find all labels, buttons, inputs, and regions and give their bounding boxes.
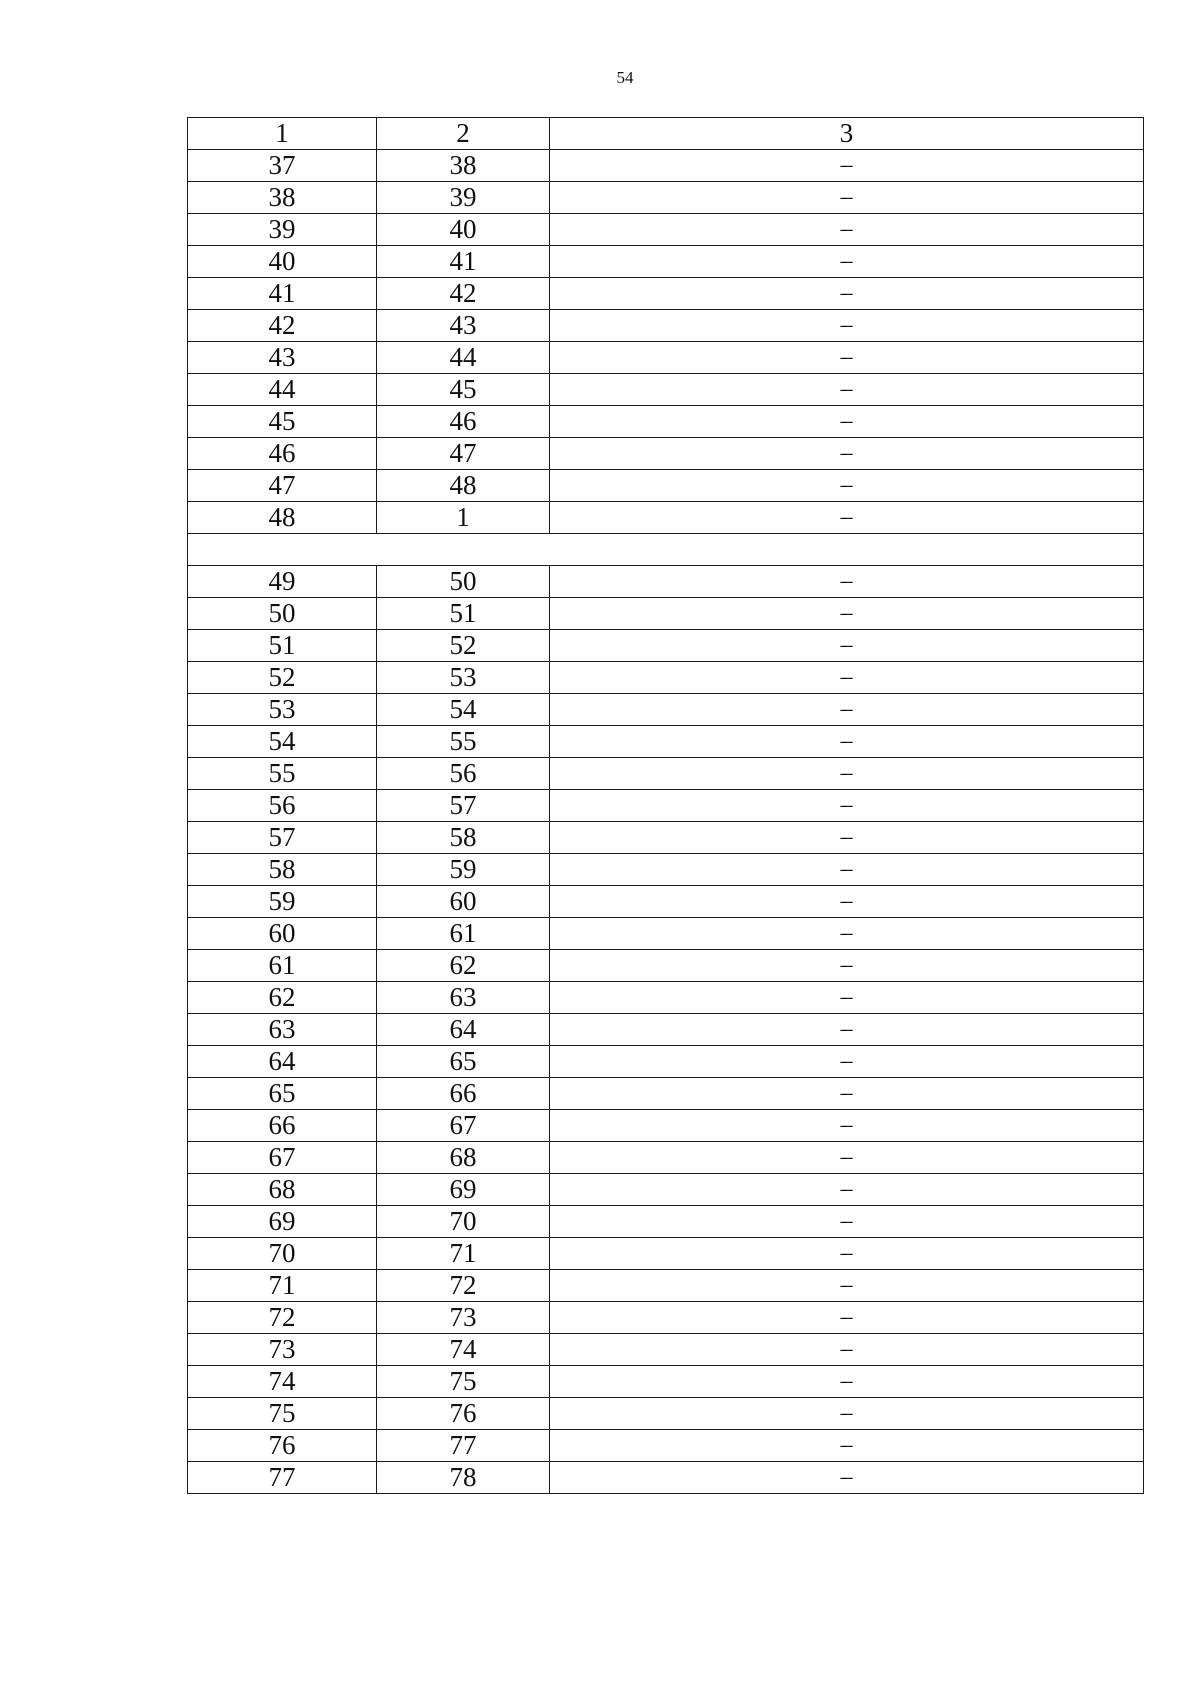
table-cell: 38 — [377, 150, 550, 182]
table-row — [188, 1206, 1144, 1238]
table-cell: 47 — [188, 470, 377, 502]
table-row — [188, 1014, 1144, 1046]
table-row — [188, 1110, 1144, 1142]
table-cell: 74 — [188, 1366, 377, 1398]
table-cell: 59 — [188, 886, 377, 918]
table-body — [188, 118, 1144, 1494]
table-row — [188, 1046, 1144, 1078]
table-cell: – — [550, 502, 1144, 534]
table-row — [188, 1238, 1144, 1270]
table-cell: 69 — [188, 1206, 377, 1238]
table-cell: 70 — [188, 1238, 377, 1270]
table-cell: – — [550, 1206, 1144, 1238]
table-row — [188, 950, 1144, 982]
table-cell: 41 — [377, 246, 550, 278]
table-cell: – — [550, 790, 1144, 822]
table-cell: 40 — [188, 246, 377, 278]
table-row — [188, 406, 1144, 438]
table-row — [188, 1398, 1144, 1430]
table-cell: – — [550, 470, 1144, 502]
table-cell: 58 — [188, 854, 377, 886]
table-cell: 43 — [377, 310, 550, 342]
table-row — [188, 310, 1144, 342]
table-cell: 44 — [377, 342, 550, 374]
table-cell: 47 — [377, 438, 550, 470]
table-cell: 76 — [188, 1430, 377, 1462]
table-cell: – — [550, 854, 1144, 886]
table-cell: 71 — [377, 1238, 550, 1270]
data-table — [187, 117, 1144, 1494]
table-cell: 68 — [188, 1174, 377, 1206]
table-row — [188, 854, 1144, 886]
table-cell: – — [550, 438, 1144, 470]
table-cell: 52 — [377, 630, 550, 662]
table-cell: 42 — [377, 278, 550, 310]
table-cell: – — [550, 1462, 1144, 1494]
table-cell: – — [550, 374, 1144, 406]
table-cell: 71 — [188, 1270, 377, 1302]
table-cell: – — [550, 918, 1144, 950]
table-cell: 37 — [188, 150, 377, 182]
table-cell: 51 — [377, 598, 550, 630]
table-cell: 38 — [188, 182, 377, 214]
table-cell: 54 — [188, 726, 377, 758]
table-cell: – — [550, 1014, 1144, 1046]
table-row — [188, 726, 1144, 758]
table-cell: 62 — [188, 982, 377, 1014]
table-cell: 60 — [377, 886, 550, 918]
table-row — [188, 694, 1144, 726]
table-cell: 40 — [377, 214, 550, 246]
table-cell: – — [550, 246, 1144, 278]
table-cell: – — [550, 598, 1144, 630]
table-cell: – — [550, 886, 1144, 918]
table-cell: 53 — [377, 662, 550, 694]
table-cell: – — [550, 1046, 1144, 1078]
table-cell: – — [550, 1366, 1144, 1398]
table-cell: 39 — [188, 214, 377, 246]
table-cell: 51 — [188, 630, 377, 662]
table-cell: 67 — [377, 1110, 550, 1142]
table-cell: 45 — [188, 406, 377, 438]
table-cell: 53 — [188, 694, 377, 726]
table-row — [188, 1462, 1144, 1494]
table-row — [188, 1334, 1144, 1366]
table-cell: – — [550, 630, 1144, 662]
table-cell: 77 — [377, 1430, 550, 1462]
table-cell: – — [550, 150, 1144, 182]
table-cell: – — [550, 822, 1144, 854]
table-cell: 48 — [188, 502, 377, 534]
table-cell: – — [550, 342, 1144, 374]
table-cell: 50 — [377, 566, 550, 598]
table-cell: – — [550, 1398, 1144, 1430]
table-cell: – — [550, 1430, 1144, 1462]
table-cell: – — [550, 726, 1144, 758]
table-cell: 69 — [377, 1174, 550, 1206]
table-cell: 52 — [188, 662, 377, 694]
column-header: 3 — [550, 118, 1144, 150]
table-row — [188, 982, 1144, 1014]
table-cell: – — [550, 566, 1144, 598]
table-row — [188, 278, 1144, 310]
table-cell: – — [550, 1302, 1144, 1334]
table-header-row — [188, 118, 1144, 150]
table-cell: 57 — [188, 822, 377, 854]
table-cell: 57 — [377, 790, 550, 822]
table-cell: – — [550, 1078, 1144, 1110]
table-row — [188, 438, 1144, 470]
table-cell: 65 — [377, 1046, 550, 1078]
table-cell: – — [550, 694, 1144, 726]
table-cell: 64 — [377, 1014, 550, 1046]
table-cell: 73 — [188, 1334, 377, 1366]
table-cell: – — [550, 214, 1144, 246]
table-cell: 75 — [188, 1398, 377, 1430]
table-cell: 1 — [377, 502, 550, 534]
table-cell: 73 — [377, 1302, 550, 1334]
table-cell: – — [550, 758, 1144, 790]
table-row — [188, 822, 1144, 854]
table-cell: 58 — [377, 822, 550, 854]
table-cell: 77 — [188, 1462, 377, 1494]
column-header: 1 — [188, 118, 377, 150]
table-row — [188, 214, 1144, 246]
column-header: 2 — [377, 118, 550, 150]
table-cell: 42 — [188, 310, 377, 342]
table-cell: 60 — [188, 918, 377, 950]
table-cell: 45 — [377, 374, 550, 406]
table-cell: 74 — [377, 1334, 550, 1366]
table-row — [188, 182, 1144, 214]
table-row — [188, 886, 1144, 918]
table-cell: – — [550, 1334, 1144, 1366]
table-row — [188, 342, 1144, 374]
table-cell: – — [550, 406, 1144, 438]
table-cell: 65 — [188, 1078, 377, 1110]
table-cell: 70 — [377, 1206, 550, 1238]
table-cell: 66 — [377, 1078, 550, 1110]
table-row — [188, 1142, 1144, 1174]
table-cell: 49 — [188, 566, 377, 598]
table-cell: – — [550, 1110, 1144, 1142]
section-separator-row — [188, 534, 1144, 566]
table-row — [188, 374, 1144, 406]
table-cell: 67 — [188, 1142, 377, 1174]
table-cell: 48 — [377, 470, 550, 502]
table-cell: 68 — [377, 1142, 550, 1174]
table-cell: 44 — [188, 374, 377, 406]
table-cell: 63 — [377, 982, 550, 1014]
table-cell: 41 — [188, 278, 377, 310]
table-cell: 39 — [377, 182, 550, 214]
table-cell: – — [550, 982, 1144, 1014]
table-cell: 59 — [377, 854, 550, 886]
table-cell: 46 — [377, 406, 550, 438]
table-cell: 55 — [377, 726, 550, 758]
table-row — [188, 246, 1144, 278]
table-row — [188, 1078, 1144, 1110]
table-cell: – — [550, 278, 1144, 310]
table-row — [188, 1430, 1144, 1462]
table-cell: 78 — [377, 1462, 550, 1494]
page-number: 54 — [616, 68, 634, 87]
table-cell: – — [550, 662, 1144, 694]
table-row — [188, 1366, 1144, 1398]
table-cell: – — [550, 1174, 1144, 1206]
table-cell: 75 — [377, 1366, 550, 1398]
table-row — [188, 598, 1144, 630]
table-cell: 61 — [377, 918, 550, 950]
table-row — [188, 630, 1144, 662]
table-row — [188, 502, 1144, 534]
table-row — [188, 566, 1144, 598]
table-row — [188, 758, 1144, 790]
table-cell: 72 — [377, 1270, 550, 1302]
table-cell: 61 — [188, 950, 377, 982]
table-cell: 56 — [188, 790, 377, 822]
table-row — [188, 790, 1144, 822]
table-row — [188, 662, 1144, 694]
table-cell: – — [550, 182, 1144, 214]
table-row — [188, 1270, 1144, 1302]
table-cell: 56 — [377, 758, 550, 790]
table-cell: 66 — [188, 1110, 377, 1142]
table-cell: 50 — [188, 598, 377, 630]
table-cell: 62 — [377, 950, 550, 982]
separator-cell — [188, 534, 1144, 566]
table-cell: – — [550, 310, 1144, 342]
table-row — [188, 150, 1144, 182]
table-cell: 64 — [188, 1046, 377, 1078]
table-cell: – — [550, 1238, 1144, 1270]
table-cell: 76 — [377, 1398, 550, 1430]
table-row — [188, 918, 1144, 950]
table-cell: 43 — [188, 342, 377, 374]
table-cell: 46 — [188, 438, 377, 470]
table-row — [188, 470, 1144, 502]
table-row — [188, 1174, 1144, 1206]
table-cell: 63 — [188, 1014, 377, 1046]
table-cell: 72 — [188, 1302, 377, 1334]
table-cell: – — [550, 950, 1144, 982]
table-row — [188, 1302, 1144, 1334]
table-cell: 55 — [188, 758, 377, 790]
table-cell: – — [550, 1142, 1144, 1174]
table-cell: 54 — [377, 694, 550, 726]
table-cell: – — [550, 1270, 1144, 1302]
